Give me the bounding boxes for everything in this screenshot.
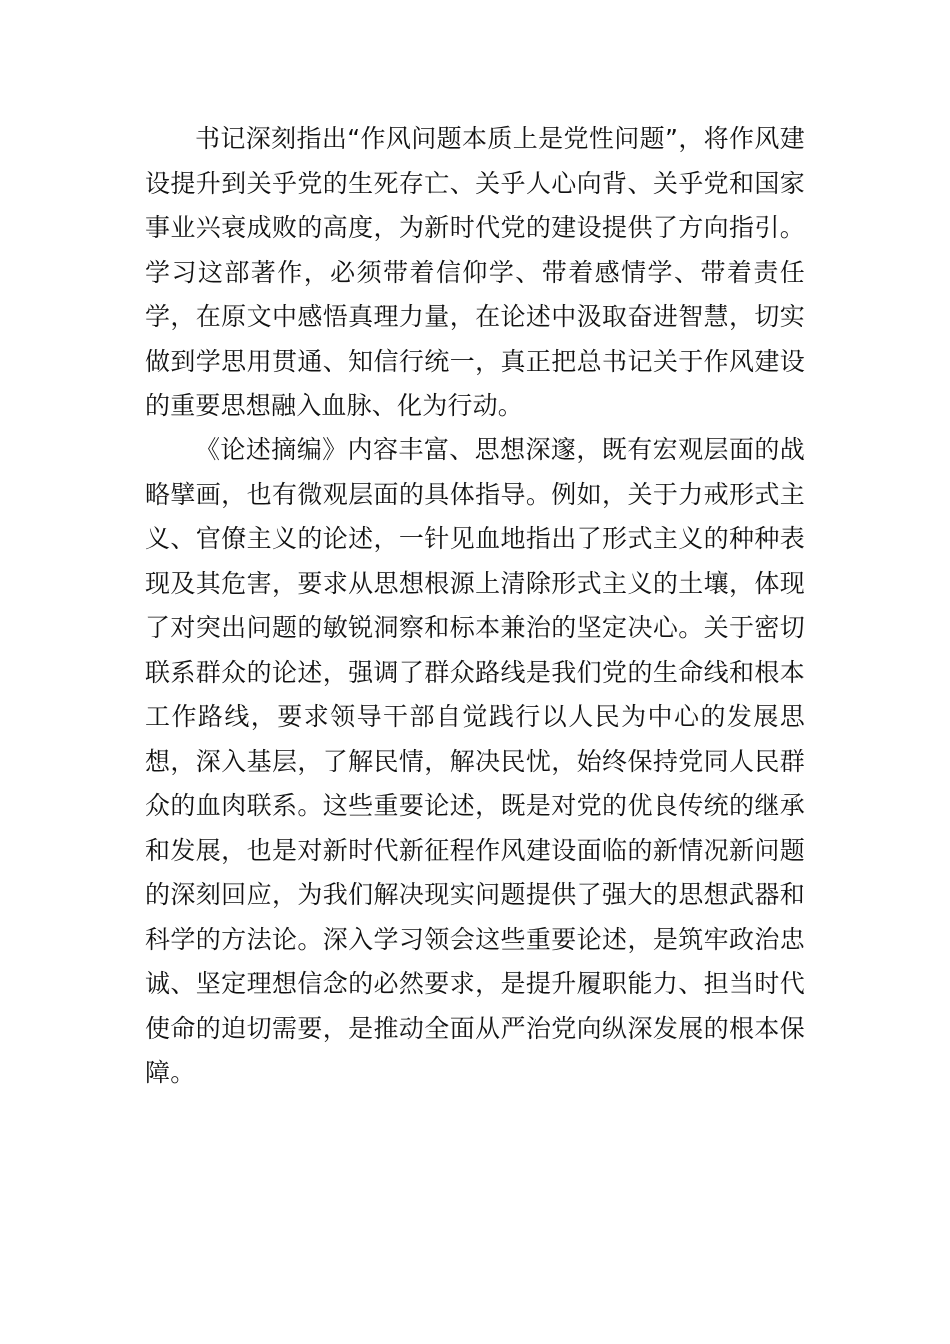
body-paragraph-1: 书记深刻指出“作风问题本质上是党性问题”，将作风建设提升到关乎党的生死存亡、关乎人心向背、关乎党和国家事业兴衰成败的高度，为新时代党的建设提供了方向指引。学习这部著作，必须带着信仰学、带着感情学、带着责任学，在原文中感悟真理力量，在论述中汲取奋进智慧，切实做到学思用贯通、知信行统一，真正把总书记关于作风建设的重要思想融入血脉、化为行动。 [145,124,805,420]
body-paragraph-2: 《论述摘编》内容丰富、思想深邃，既有宏观层面的战略擘画，也有微观层面的具体指导。例如，关于力戒形式主义、官僚主义的论述，一针见血地指出了形式主义的种种表现及其危害，要求从思想根源上清除形式主义的土壤，体现了对突出问题的敏锐洞察和标本兼治的坚定决心。关于密切联系群众的论述，强调了群众路线是我们党的生命线和根本工作路线，要求领导干部自觉践行以人民为中心的发展思想，深入基层，了解民情，解决民忧，始终保持党同人民群众的血肉联系。这些重要论述，既是对党的优良传统的继承和发展，也是对新时代新征程作风建设面临的新情况新问题的深刻回应，为我们解决现实问题提供了强大的思想武器和科学的方法论。深入学习领会这些重要论述，是筑牢政治忠诚、坚定理想信念的必然要求，是提升履职能力、担当时代使命的迫切需要，是推动全面从严治党向纵深发展的根本保障。 [145,435,805,1087]
